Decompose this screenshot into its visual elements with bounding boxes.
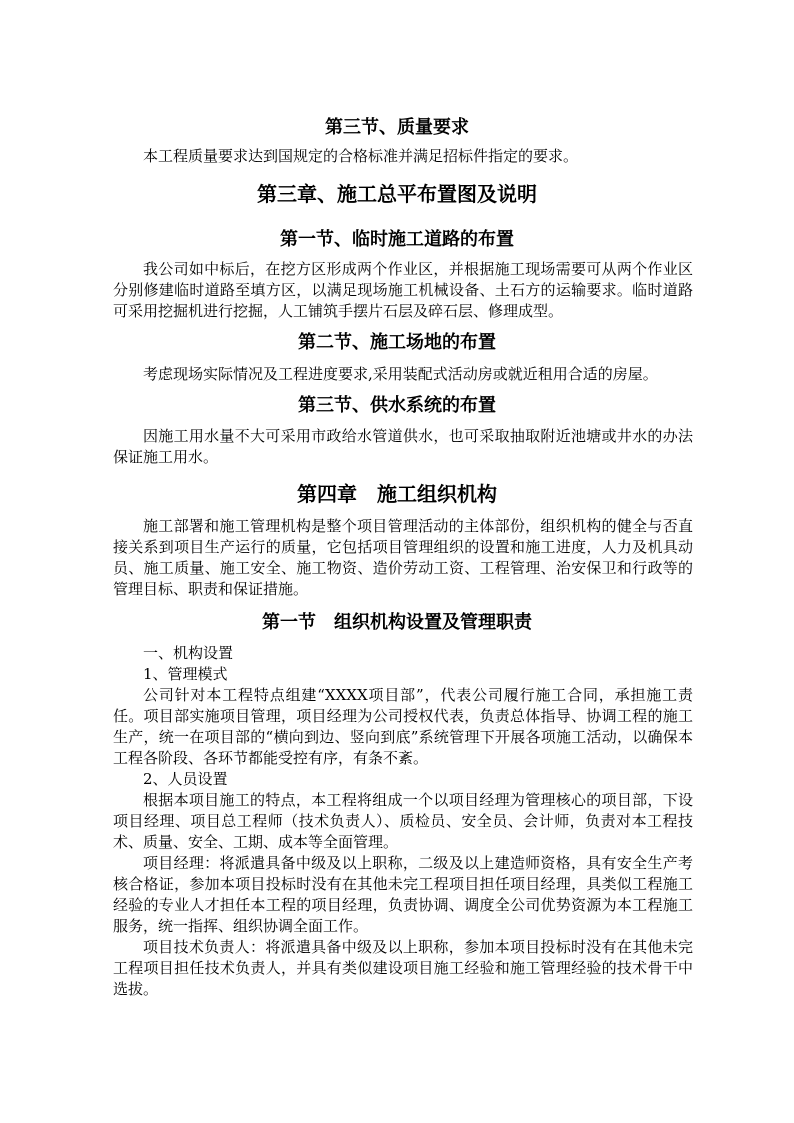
section-heading-org: 第一节 组织机构设置及管理职责 bbox=[262, 612, 532, 633]
paragraph-quality: 本工程质量要求达到国规定的合格标准并满足招标件指定的要求。 bbox=[143, 147, 579, 165]
chapter-heading-4: 第四章 施工组织机构 bbox=[297, 482, 497, 506]
paragraph-roads: 我公司如中标后，在挖方区形成两个作业区，并根据施工现场需要可从两个作业区分别修建临时道路至填方区，以满足现场施工机械设备、土石方的运输要求。临时道路可采用挖掘机进行挖掘，人工铺筑手摆片石层及碎石层、修理成型。 bbox=[113, 260, 693, 320]
paragraph-mode: 公司针对本工程特点组建“XXXX项目部”，代表公司履行施工合同，承担施工责任。项目部实施项目管理，项目经理为公司授权代表，负责总体指导、协调工程的施工生产，统一在项目部的“横向到边、竖向到底”系统管理下开展各项施工活动，以确保本工程各阶段、各环节都能受控有序，有条不紊。 bbox=[113, 686, 693, 767]
paragraph-staff: 根据本项目施工的特点，本工程将组成一个以项目经理为管理核心的项目部，下设项目经理、项目总工程师（技术负责人）、质检员、安全员、会计师，负责对本工程技术、质量、安全、工期、成本等全面管理。 bbox=[113, 791, 693, 851]
section-heading-roads: 第一节、临时施工道路的布置 bbox=[280, 229, 514, 250]
paragraph-tech-lead: 项目技术负责人：将派遣具备中级及以上职称，参加本项目投标时没有在其他未完工程项目担任技术负责人，并具有类似建设项目施工经验和施工管理经验的技术骨干中选拔。 bbox=[113, 938, 693, 998]
section-heading-water: 第三节、供水系统的布置 bbox=[298, 395, 496, 416]
paragraph-site: 考虑现场实际情况及工程进度要求,采用装配式活动房或就近租用合适的房屋。 bbox=[143, 365, 658, 383]
paragraph-water: 因施工用水量不大可采用市政给水管道供水，也可采取抽取附近池塘或井水的办法保证施工用水。 bbox=[113, 427, 693, 466]
section-heading-site: 第二节、施工场地的布置 bbox=[298, 332, 496, 353]
paragraph-project-manager: 项目经理：将派遣具备中级及以上职称，二级及以上建造师资格，具有安全生产考核合格证，参加本项目投标时没有在其他未完工程项目担任项目经理，具类似工程施工经验的专业人才担任本工程的项目经理，负责协调、调度全公司优势资源为本工程施工服务，统一指挥、组织协调全面工作。 bbox=[113, 854, 693, 935]
paragraph-mode-title: 1、管理模式 bbox=[143, 665, 228, 683]
paragraph-staff-title: 2、人员设置 bbox=[143, 770, 228, 788]
chapter-heading-3: 第三章、施工总平布置图及说明 bbox=[257, 182, 537, 206]
section-heading-quality: 第三节、质量要求 bbox=[325, 117, 469, 138]
paragraph-org-setup: 一、机构设置 bbox=[143, 644, 234, 662]
paragraph-chapter4: 施工部署和施工管理机构是整个项目管理活动的主体部份，组织机构的健全与否直接关系到项目生产运行的质量，它包括项目管理组织的设置和施工进度，人力及机具动员、施工质量、施工安全、施工物资、造价劳动工资、工程管理、治安保卫和行政等的管理目标、职责和保证措施。 bbox=[113, 517, 693, 598]
